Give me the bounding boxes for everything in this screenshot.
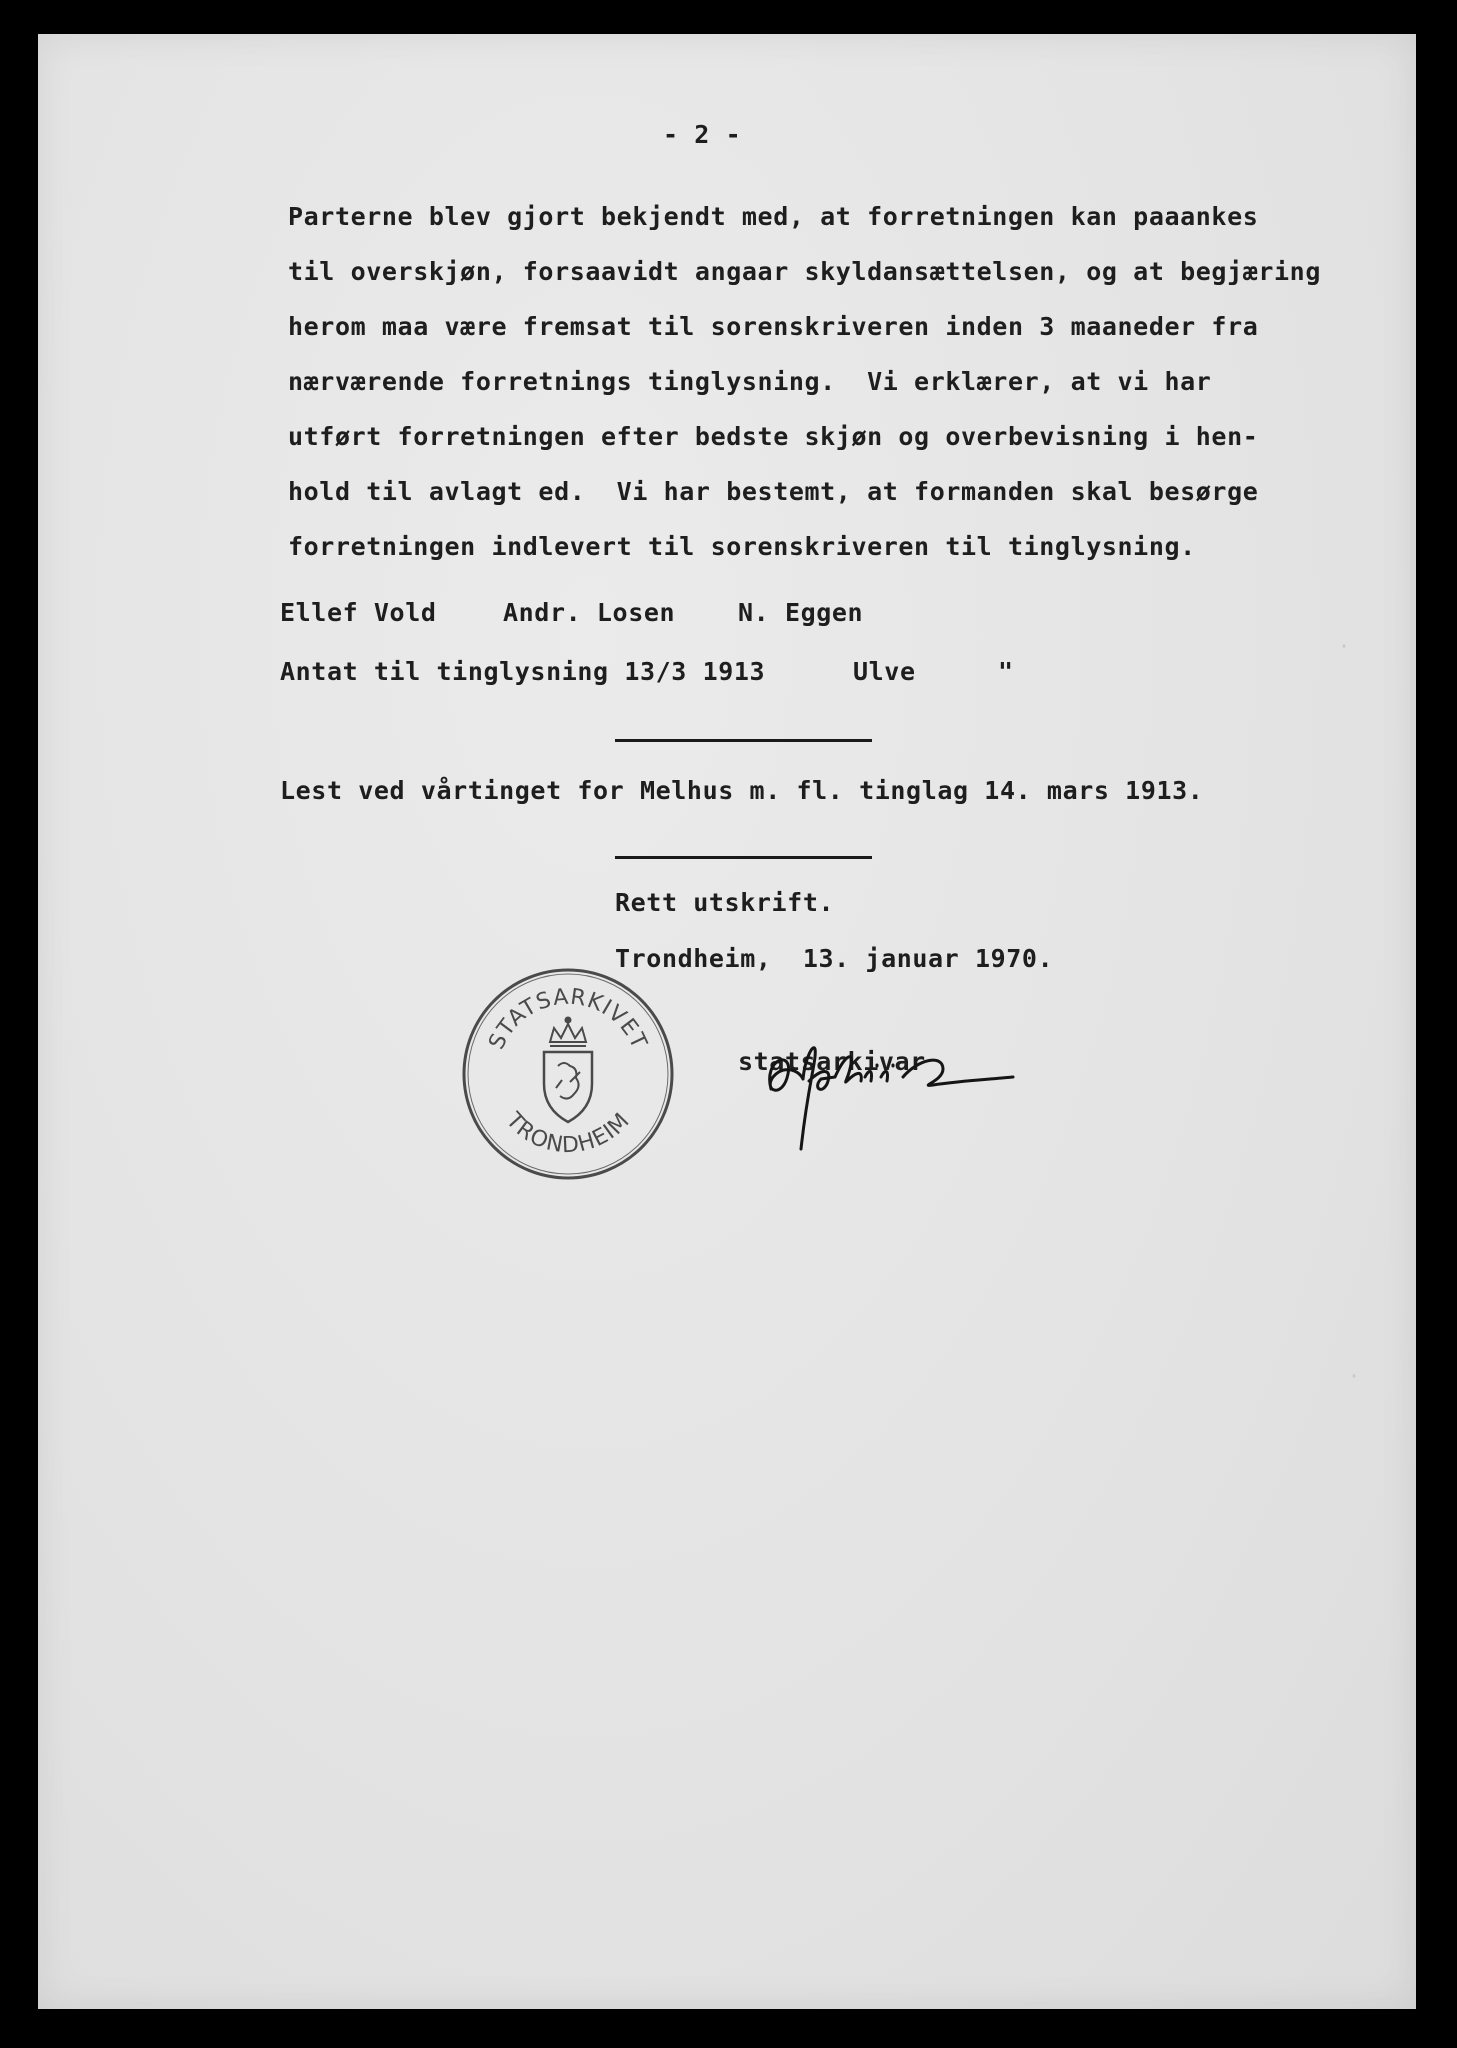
signer-title: statsarkivar [738, 1047, 926, 1076]
document-page [38, 34, 1416, 2009]
registration-name: Ulve [853, 657, 916, 686]
divider-rule [615, 856, 872, 859]
place-date: Trondheim, 13. januar 1970. [615, 944, 1054, 973]
body-line: Parterne blev gjort bekjendt med, at forretningen kan paaankes [288, 202, 1259, 231]
registration-note: Antat til tinglysning 13/3 1913 [280, 657, 766, 686]
certification-line: Rett utskrift. [615, 888, 835, 917]
bleed-through-mark: · [1338, 634, 1351, 658]
coat-of-arms-shield-icon [544, 1052, 592, 1122]
body-line: forretningen indlevert til sorenskriveren til tinglysning. [288, 532, 1196, 561]
registration-ditto: " [998, 657, 1014, 686]
body-line: utført forretningen efter bedste skjøn og overbevisning i hen- [288, 422, 1259, 451]
body-line: hold til avlagt ed. Vi har bestemt, at formanden skal besørge [288, 477, 1259, 506]
page-number: - 2 - [663, 120, 742, 149]
handwritten-signature [743, 1029, 1103, 1159]
signatory-losen: Andr. Losen [503, 598, 676, 627]
read-note: Lest ved vårtinget for Melhus m. fl. tinglag 14. mars 1913. [280, 776, 1204, 805]
body-line: til overskjøn, forsaavidt angaar skyldansættelsen, og at begjæring [288, 257, 1321, 286]
body-line: nærværende forretnings tinglysning. Vi erklærer, at vi har [288, 367, 1212, 396]
bleed-through-mark: · [1348, 1364, 1361, 1388]
seal-bottom-text: TRONDHEIM [500, 1107, 636, 1159]
archive-seal-stamp [458, 964, 678, 1184]
crown-icon [550, 1018, 586, 1047]
signatory-vold: Ellef Vold [280, 598, 437, 627]
body-line: herom maa være fremsat til sorenskriveren inden 3 maaneder fra [288, 312, 1259, 341]
seal-top-text: STATSARKIVET [484, 984, 652, 1054]
divider-rule [615, 739, 872, 742]
signatory-eggen: N. Eggen [738, 598, 864, 627]
